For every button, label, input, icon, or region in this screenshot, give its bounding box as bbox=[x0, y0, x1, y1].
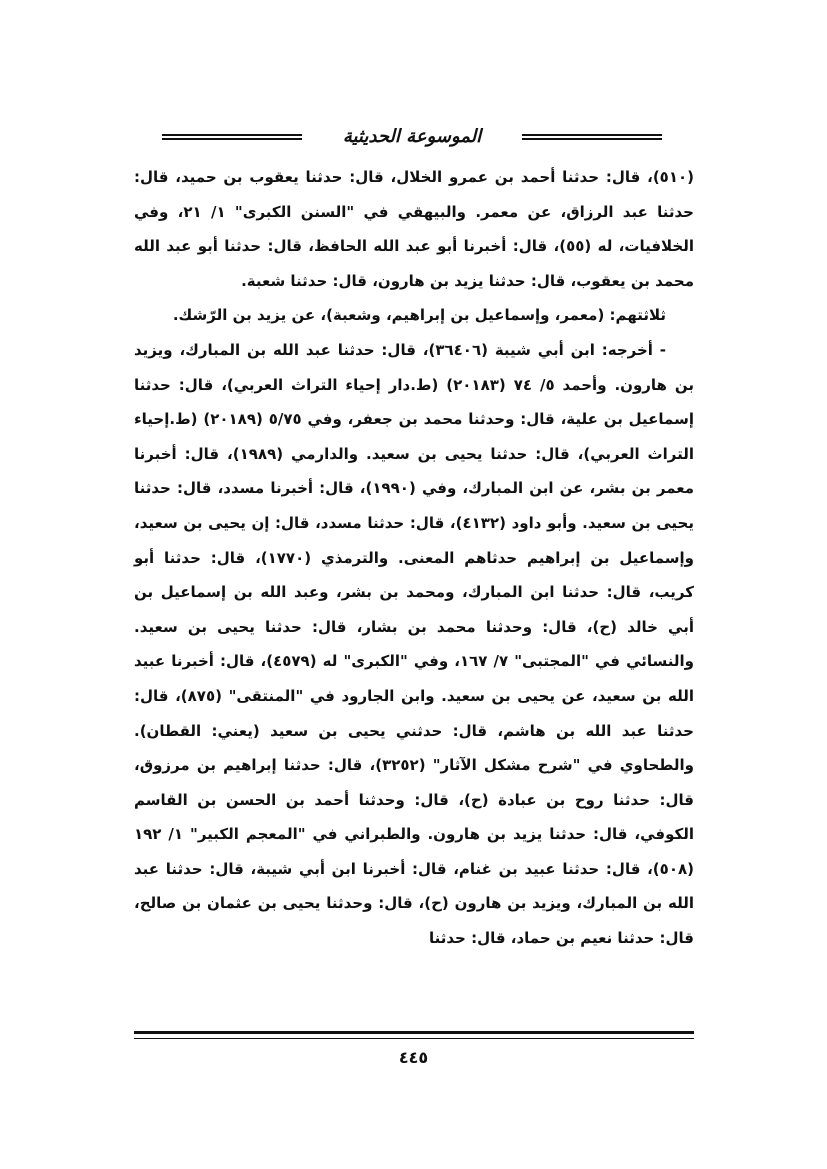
body-text bbox=[134, 160, 694, 956]
running-header bbox=[162, 124, 662, 154]
page-number: ٤٤٥ bbox=[398, 1048, 429, 1067]
header-title: الموسوعة الحديثية bbox=[342, 126, 482, 147]
footer-rule-thick bbox=[134, 1031, 694, 1034]
header-rule-right bbox=[522, 134, 662, 140]
footer-rule-thin bbox=[134, 1038, 694, 1039]
paragraph-2: ثلاثتهم: (معمر، وإسماعيل بن إبراهيم، وشعبة)، عن يزيد بن الرّشك. bbox=[172, 306, 666, 325]
paragraph-1: (٥١٠)، قال: حدثنا أحمد بن عمرو الخلال، قال: حدثنا يعقوب بن حميد، قال: حدثنا عبد الرزاق، عن معمر. والبيهقي في "السنن الكبرى" ١/ ٢١، وفي الخلافيات، له (٥٥)، قال: أخبرنا أبو عبد الله الحافظ، قال: حدثنا أبو عبد الله محمد بن يعقوب، قال: حدثنا يزيد بن هارون، قال: حدثنا شعبة. bbox=[134, 168, 694, 290]
header-rule-left bbox=[162, 134, 302, 140]
paragraph-3: - أخرجه: ابن أبي شيبة (٣٦٤٠٦)، قال: حدثنا عبد الله بن المبارك، ويزيد بن هارون. وأحمد ٥/ ٧٤ (٢٠١٨٣) (ط.دار إحياء التراث العربي)، قال: حدثنا إسماعيل بن علية، قال: وحدثنا محمد بن جعفر، وفي ٥/٧٥ (٢٠١٨٩) (ط.إحياء التراث العربي)، قال: حدثنا يحيى بن سعيد. والدارمي (١٩٨٩)، قال: أخبرنا معمر بن بشر، عن ابن المبارك، وفي (١٩٩٠)، قال: أخبرنا مسدد، قال: حدثنا يحيى بن سعيد. وأبو داود (٤١٣٢)، قال: حدثنا مسدد، قال: إن يحيى بن سعيد، وإسماعيل بن إبراهيم حدثاهم المعنى. والترمذي (١٧٧٠)، قال: حدثنا أبو كريب، قال: حدثنا ابن المبارك، ومحمد بن بشر، وعبد الله بن إسماعيل بن أبي خالد (ح)، قال: وحدثنا محمد بن بشار، قال: حدثنا يحيى بن سعيد. والنسائي في "المجتبى" ٧/ ١٦٧، وفي "الكبرى" له (٤٥٧٩)، قال: أخبرنا عبيد الله بن سعيد، عن يحيى بن سعيد. وابن الجارود في "المنتقى" (٨٧٥)، قال: حدثنا عبد الله بن هاشم، قال: حدثني يحيى بن سعيد (يعني: القطان). والطحاوي في "شرح مشكل الآثار" (٣٢٥٢)، قال: حدثنا إبراهيم بن مرزوق، قال: حدثنا روح بن عبادة (ح)، قال: وحدثنا أحمد بن الحسن بن القاسم الكوفي، قال: حدثنا يزيد بن هارون. والطبراني في "المعجم الكبير" ١/ ١٩٢ (٥٠٨)، قال: حدثنا عبيد بن غنام، قال: أخبرنا ابن أبي شيبة، قال: حدثنا عبد الله بن المبارك، ويزيد بن هارون (ح)، قال: وحدثنا يحيى بن عثمان بن صالح، قال: حدثنا نعيم بن حماد، قال: حدثنا bbox=[134, 340, 695, 948]
